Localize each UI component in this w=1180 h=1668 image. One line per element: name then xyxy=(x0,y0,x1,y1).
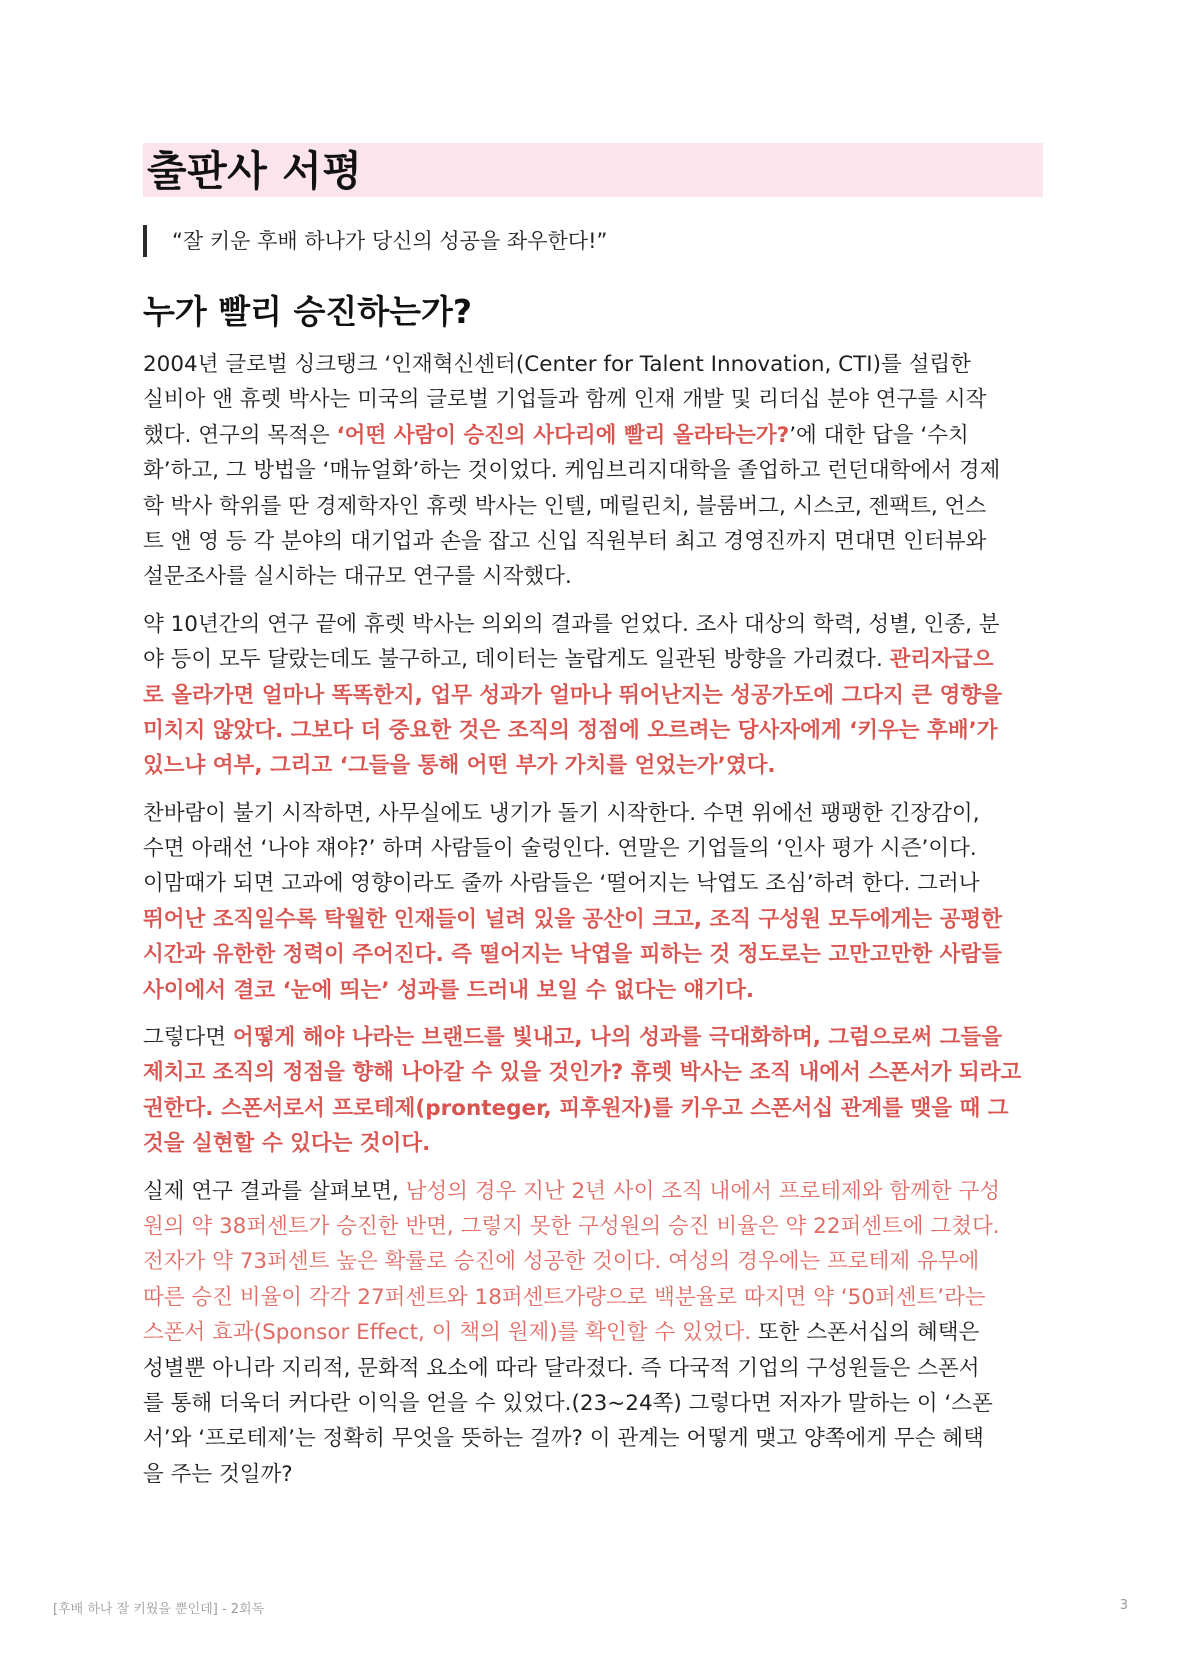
text-line xyxy=(143,1244,1043,1279)
text-line xyxy=(143,382,1043,417)
emphasis-text: 제치고 조직의 정점을 향해 나아갈 수 있을 것인가? 휴렛 박사는 조직 내에서 스폰서가 되라고 xyxy=(143,1060,1022,1086)
text-line xyxy=(143,607,1043,642)
text-line xyxy=(143,973,1043,1008)
section-heading: 출판사 서평 xyxy=(143,143,1043,197)
text-line xyxy=(143,678,1043,713)
emphasis-text: 어떻게 해야 나라는 브랜드를 빛내고, 나의 성과를 극대화하며, 그럼으로써 그들을 xyxy=(232,1025,1003,1051)
emphasis-text: 권한다. 스폰서로서 프로테제(pronteger, 피후원자)를 키우고 스폰서십 관계를 맺을 때 그 xyxy=(143,1095,1009,1121)
subheading: 누가 빨리 승진하는가? xyxy=(143,292,473,331)
emphasis-text: 미치지 않았다. 그보다 더 중요한 것은 조직의 정점에 오르려는 당사자에게 ‘키우는 후배’가 xyxy=(143,717,998,743)
text-line xyxy=(143,796,1043,831)
body-text-segment: 성별뿐 아니라 지리적, 문화적 요소에 따라 달라졌다. 즉 다국적 기업의 구성원들은 스폰서 xyxy=(143,1355,980,1381)
emphasis-text: 관리자급으 xyxy=(889,647,994,673)
paragraph xyxy=(143,607,1043,784)
body-text-segment: 야 등이 모두 달랐는데도 불구하고, 데이터는 놀랍게도 일관된 방향을 가리켰다. xyxy=(143,647,890,673)
text-line xyxy=(143,1351,1043,1386)
text-line xyxy=(143,1126,1043,1161)
emphasis-text: 것을 실현할 수 있다는 것이다. xyxy=(143,1131,431,1157)
emphasis-text: ‘어떤 사람이 승진의 사다리에 빨리 올라타는가? xyxy=(336,422,790,448)
body-text-segment: 또한 스폰서십의 혜택은 xyxy=(751,1320,980,1346)
emphasis-text: 시간과 유한한 정력이 주어진다. 즉 떨어지는 낙엽을 피하는 것 정도로는 고만고만한 사람들 xyxy=(143,942,1002,968)
page-number: 3 xyxy=(1119,1598,1128,1613)
body-text-segment: 실비아 앤 휴렛 박사는 미국의 글로벌 기업들과 함께 인재 개발 및 리더십 분야 연구를 시작 xyxy=(143,387,987,413)
paragraph xyxy=(143,796,1043,1008)
text-line xyxy=(143,902,1043,937)
text-line xyxy=(143,1386,1043,1421)
highlight-text: 원의 약 38퍼센트가 승진한 반면, 그렇지 못한 구성원의 승진 비율은 약 22퍼센트에 그쳤다. xyxy=(143,1213,1000,1239)
text-line xyxy=(143,1174,1043,1209)
body-text-segment: 2004년 글로벌 싱크탱크 ‘인재혁신센터(Center for Talent Innovation, CTI)를 설립한 xyxy=(143,352,971,377)
text-line xyxy=(143,1280,1043,1315)
text-line xyxy=(143,418,1043,453)
highlight-text: 스폰서 효과(Sponsor Effect, 이 책의 원제)를 확인할 수 있었다. xyxy=(143,1320,752,1346)
body-text-segment: 서’와 ‘프로테제’는 정확히 무엇을 뜻하는 걸까? 이 관계는 어떻게 맺고 양쪽에게 무슨 혜택 xyxy=(143,1426,984,1452)
body-text-segment: 찬바람이 불기 시작하면, 사무실에도 냉기가 돌기 시작한다. 수면 위에선 팽팽한 긴장감이, xyxy=(143,800,980,826)
text-line xyxy=(143,559,1043,594)
body-text-segment: ’에 대한 답을 ‘수치 xyxy=(789,422,969,448)
text-line xyxy=(143,831,1043,866)
body-text-segment: 이맘때가 되면 고과에 영향이라도 줄까 사람들은 ‘떨어지는 낙엽도 조심’하려 한다. 그러나 xyxy=(143,871,980,897)
highlight-text: 따른 승진 비율이 각각 27퍼센트와 18퍼센트가량으로 백분율로 따지면 약 ‘50퍼센트’라는 xyxy=(143,1284,986,1310)
text-line xyxy=(143,347,1043,382)
text-line xyxy=(143,937,1043,972)
text-line xyxy=(143,1055,1043,1090)
footer-title: [후배 하나 잘 키웠을 뿐인데] - 2회독 xyxy=(53,1602,265,1617)
text-line xyxy=(143,748,1043,783)
paragraph xyxy=(143,1174,1043,1493)
text-line xyxy=(143,524,1043,559)
page-content xyxy=(143,143,1043,1492)
highlight-text: 남성의 경우 지난 2년 사이 조직 내에서 프로테제와 함께한 구성 xyxy=(405,1178,1001,1204)
emphasis-text: 사이에서 결코 ‘눈에 띄는’ 성과를 드러내 보일 수 없다는 얘기다. xyxy=(143,977,755,1003)
text-line xyxy=(143,866,1043,901)
emphasis-text: 뛰어난 조직일수록 탁월한 인재들이 널려 있을 공산이 크고, 조직 구성원 모두에게는 공평한 xyxy=(143,906,1002,932)
text-line xyxy=(143,453,1043,488)
text-line xyxy=(143,1421,1043,1456)
text-line xyxy=(143,1315,1043,1350)
text-line xyxy=(143,1457,1043,1492)
body-text-segment: 실제 연구 결과를 살펴보면, xyxy=(143,1178,406,1204)
emphasis-text: 있느냐 여부, 그리고 ‘그들을 통해 어떤 부가 가치를 얻었는가’였다. xyxy=(143,753,776,779)
body-text-segment: 트 앤 영 등 각 분야의 대기업과 손을 잡고 신입 직원부터 최고 경영진까지 면대면 인터뷰와 xyxy=(143,528,987,554)
paragraph xyxy=(143,1020,1043,1162)
body-text-segment: 약 10년간의 연구 끝에 휴렛 박사는 의외의 결과를 얻었다. 조사 대상의 학력, 성별, 인종, 분 xyxy=(143,611,1000,637)
body-text-segment: 를 통해 더욱더 커다란 이익을 얻을 수 있었다.(23~24쪽) 그렇다면 저자가 말하는 이 ‘스폰 xyxy=(143,1390,993,1416)
text-line xyxy=(143,1091,1043,1126)
body-text-segment: 그렇다면 xyxy=(143,1025,233,1051)
emphasis-text: 로 올라가면 얼마나 똑똑한지, 업무 성과가 얼마나 뛰어난지는 성공가도에 그다지 큰 영향을 xyxy=(143,682,1002,708)
text-line xyxy=(143,713,1043,748)
text-line xyxy=(143,1020,1043,1055)
text-line xyxy=(143,489,1043,524)
body-text-segment: 화’하고, 그 방법을 ‘매뉴얼화’하는 것이었다. 케임브리지대학을 졸업하고 런던대학에서 경제 xyxy=(143,458,1001,484)
body-text-segment: 학 박사 학위를 딴 경제학자인 휴렛 박사는 인텔, 메릴린치, 블룸버그, 시스코, 젠팩트, 언스 xyxy=(143,493,987,519)
text-line xyxy=(143,642,1043,677)
body-text xyxy=(143,347,1043,1492)
paragraph xyxy=(143,347,1043,595)
body-text-segment: 설문조사를 실시하는 대규모 연구를 시작했다. xyxy=(143,564,572,590)
body-text-segment: 했다. 연구의 목적은 xyxy=(143,422,337,448)
text-line xyxy=(143,1209,1043,1244)
pull-quote: “잘 키운 후배 하나가 당신의 성공을 좌우한다!” xyxy=(143,225,1043,257)
body-text-segment: 을 주는 것일까? xyxy=(143,1461,293,1487)
highlight-text: 전자가 약 73퍼센트 높은 확률로 승진에 성공한 것이다. 여성의 경우에는 프로테제 유무에 xyxy=(143,1249,980,1275)
body-text-segment: 수면 아래선 ‘나야 쟤야?’ 하며 사람들이 술렁인다. 연말은 기업들의 ‘인사 평가 시즌’이다. xyxy=(143,836,977,862)
